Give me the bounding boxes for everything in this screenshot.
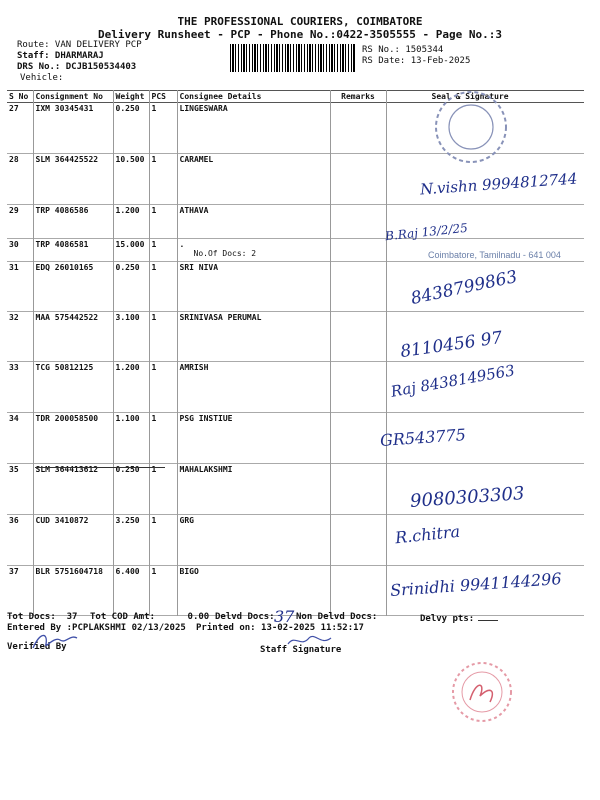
verified-by-label: Verified By bbox=[7, 642, 67, 652]
row-remarks bbox=[330, 413, 386, 464]
signature-row34: GR543775 bbox=[379, 425, 467, 450]
row-sno: 27 bbox=[9, 104, 19, 113]
row-sno: 29 bbox=[9, 206, 19, 215]
col-consignment: Consignment No bbox=[33, 91, 113, 103]
row-remarks bbox=[330, 362, 386, 413]
delivery-points-dash bbox=[478, 620, 498, 621]
signature-row32: 8110456 97 bbox=[399, 327, 504, 363]
delivered-docs: Delvd Docs: bbox=[215, 612, 275, 622]
signature-row37: Srinidhi 9941144296 bbox=[389, 569, 563, 600]
row-consignee: MAHALAKSHMI bbox=[177, 464, 330, 515]
row-remarks bbox=[330, 515, 386, 566]
row-remarks bbox=[330, 464, 386, 515]
runsheet-subtitle: Delivery Runsheet - PCP - Phone No.:0422-3505555 - Page No.:3 bbox=[98, 28, 502, 41]
row-weight: 3.250 bbox=[113, 515, 149, 566]
row-sno: 30 bbox=[9, 240, 19, 249]
row-weight: 3.100 bbox=[113, 312, 149, 362]
row-consignment: TCG 50812125 bbox=[33, 362, 113, 413]
signature-row36: R.chitra bbox=[394, 521, 461, 548]
row-remarks bbox=[330, 103, 386, 154]
row-consignment: TDR 200058500 bbox=[33, 413, 113, 464]
vehicle-label: Vehicle: bbox=[20, 73, 64, 83]
non-delivered-docs: Non Delvd Docs: bbox=[296, 612, 378, 622]
runsheet-table bbox=[7, 90, 584, 616]
row-consignee: LINGESWARA bbox=[177, 103, 330, 154]
col-consignee: Consignee Details bbox=[177, 91, 330, 103]
total-docs: Tot Docs: 37 bbox=[7, 612, 78, 622]
row-remarks bbox=[330, 154, 386, 205]
row-weight: 0.250 bbox=[113, 464, 149, 515]
company-title: THE PROFESSIONAL COURIERS, COIMBATORE bbox=[177, 15, 423, 28]
table-row bbox=[7, 413, 584, 464]
row-remarks bbox=[330, 239, 386, 262]
entered-by: Entered By :PCPLAKSHMI 02/13/2025 bbox=[7, 623, 186, 633]
consignee-dot: . bbox=[179, 240, 185, 249]
barcode-image bbox=[230, 44, 355, 72]
row-remarks bbox=[330, 312, 386, 362]
staff-signature-mark bbox=[285, 632, 335, 650]
row-sno: 32 bbox=[9, 313, 19, 322]
row-consignment: MAA 575442522 bbox=[33, 312, 113, 362]
row-weight: 6.400 bbox=[113, 566, 149, 616]
delivery-points: Delvy pts: bbox=[420, 614, 475, 624]
round-seal-stamp bbox=[432, 88, 510, 166]
row-pcs: 1 bbox=[149, 566, 177, 616]
row-consignment: EDQ 26010165 bbox=[33, 262, 113, 312]
rs-date: RS Date: 13-Feb-2025 bbox=[362, 56, 471, 66]
row-consignment: BLR 5751604718 bbox=[33, 566, 113, 616]
row-consignment: SLM 364413612 bbox=[33, 464, 113, 515]
row-weight: 1.200 bbox=[113, 205, 149, 239]
col-pcs: PCS bbox=[149, 91, 177, 103]
row-consignment: CUD 3410872 bbox=[33, 515, 113, 566]
row-remarks bbox=[330, 262, 386, 312]
signature-row31: 8438799863 bbox=[409, 266, 520, 310]
row-consignee: ATHAVA bbox=[177, 205, 330, 239]
col-sno: S No bbox=[9, 92, 29, 101]
row-weight: 1.200 bbox=[113, 362, 149, 413]
col-weight: Weight bbox=[113, 91, 149, 103]
strike-line bbox=[35, 467, 165, 468]
row-sno: 28 bbox=[9, 155, 19, 164]
row-weight: 0.250 bbox=[113, 262, 149, 312]
table-row bbox=[7, 515, 584, 566]
office-stamp bbox=[408, 210, 588, 262]
row-consignment: IXM 30345431 bbox=[33, 103, 113, 154]
row-pcs: 1 bbox=[149, 262, 177, 312]
row-consignee: GRG bbox=[177, 515, 330, 566]
row-pcs: 1 bbox=[149, 154, 177, 205]
row-pcs: 1 bbox=[149, 464, 177, 515]
row-consignment: SLM 364425522 bbox=[33, 154, 113, 205]
row-consignee: AMRISH bbox=[177, 362, 330, 413]
signature-row28: N.vishn 9994812744 bbox=[419, 169, 578, 199]
row-consignee bbox=[177, 239, 330, 262]
rs-number: RS No.: 1505344 bbox=[362, 45, 444, 55]
pink-seal-stamp bbox=[450, 660, 514, 724]
row-sno: 31 bbox=[9, 263, 19, 272]
col-remarks: Remarks bbox=[330, 91, 386, 103]
total-cod: Tot COD Amt: 0.00 bbox=[90, 612, 210, 622]
row-sno: 37 bbox=[9, 567, 19, 576]
row-pcs: 1 bbox=[149, 239, 177, 262]
signature-row33: Raj 8438149563 bbox=[389, 361, 517, 401]
row-sno: 35 bbox=[9, 465, 19, 474]
row-consignment: TRP 4086586 bbox=[33, 205, 113, 239]
row-consignee: CARAMEL bbox=[177, 154, 330, 205]
row-remarks bbox=[330, 205, 386, 239]
row-pcs: 1 bbox=[149, 362, 177, 413]
drs-number: DRS No.: DCJB150534403 bbox=[17, 62, 137, 72]
row-sno: 36 bbox=[9, 516, 19, 525]
row-weight: 0.250 bbox=[113, 103, 149, 154]
row-pcs: 1 bbox=[149, 515, 177, 566]
col-seal-signature: Seal & Signature bbox=[386, 91, 584, 103]
row-weight: 10.500 bbox=[113, 154, 149, 205]
row-consignee: PSG INSTIUE bbox=[177, 413, 330, 464]
route-label: Route: VAN DELIVERY PCP bbox=[17, 40, 142, 50]
printed-on: Printed on: 13-02-2025 11:52:17 bbox=[196, 623, 364, 633]
row-consignee: BIGO bbox=[177, 566, 330, 616]
row-consignee: SRI NIVA bbox=[177, 262, 330, 312]
row-weight: 1.100 bbox=[113, 413, 149, 464]
row-sno: 34 bbox=[9, 414, 19, 423]
row-pcs: 1 bbox=[149, 413, 177, 464]
row-consignee: SRINIVASA PERUMAL bbox=[177, 312, 330, 362]
verifier-signature bbox=[30, 630, 80, 652]
row-sno: 33 bbox=[9, 363, 19, 372]
row-pcs: 1 bbox=[149, 205, 177, 239]
row-pcs: 1 bbox=[149, 312, 177, 362]
row-remarks bbox=[330, 566, 386, 616]
signature-row29: B.Raj 13/2/25 bbox=[384, 220, 469, 244]
row-consignment: TRP 4086581 bbox=[33, 239, 113, 262]
signature-row35: 9080303303 bbox=[409, 483, 526, 512]
staff-label: Staff: DHARMARAJ bbox=[17, 51, 104, 61]
stamp-address: Coimbatore, Tamilnadu - 641 004 bbox=[428, 250, 561, 260]
no-of-docs: No.Of Docs: 2 bbox=[193, 249, 257, 258]
row-pcs: 1 bbox=[149, 103, 177, 154]
row-weight: 15.000 bbox=[113, 239, 149, 262]
delivered-docs-count: 37 bbox=[274, 607, 295, 626]
staff-signature-label: Staff Signature bbox=[260, 645, 342, 655]
